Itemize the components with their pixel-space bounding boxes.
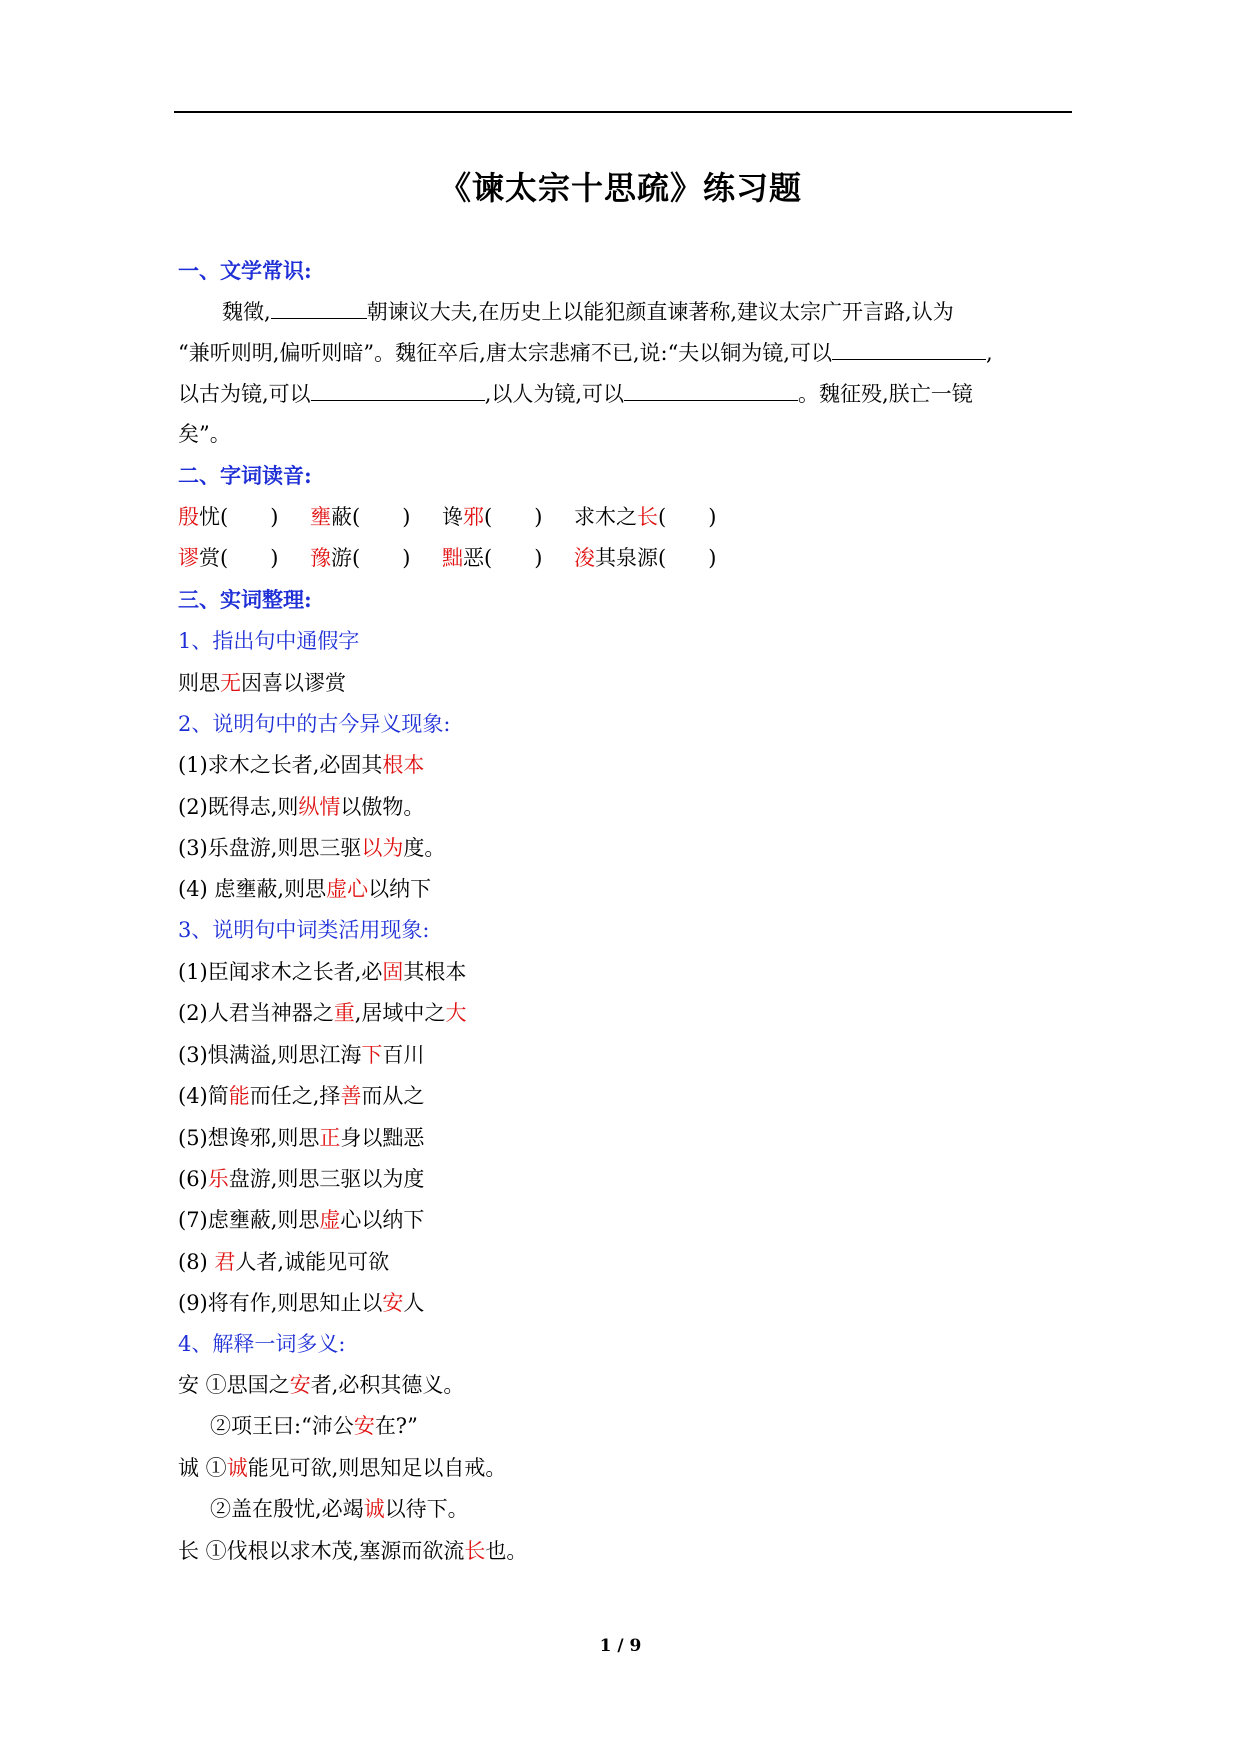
- q3-item-6: [178, 1164, 424, 1194]
- highlight-word: 大: [445, 1001, 467, 1025]
- pronunciation-row-2: [178, 543, 716, 573]
- question-4-title: 4、解释一词多义:: [178, 1332, 346, 1356]
- text: 朝谏议大夫,在历史上以能犯颜直谏著称,建议太宗广开言路,认为: [366, 300, 954, 324]
- pron-item: 谗邪( ): [442, 505, 543, 529]
- q2-item-2: (2)既得志,则纵情以傲物。: [178, 795, 425, 819]
- highlight-word: 君: [214, 1250, 236, 1274]
- q2-item-4: (4) 虑壅蔽,则思虚心以纳下: [178, 877, 432, 901]
- page-title: 《谏太宗十思疏》练习题: [438, 169, 802, 207]
- pron-item: 殷忧( ): [178, 505, 279, 529]
- text: (9)将有作,则思知止以: [178, 1291, 383, 1315]
- highlight-word: 安: [382, 1291, 404, 1315]
- q2-item-1: (1)求木之长者,必固其根本: [178, 753, 425, 777]
- text: 而从之: [361, 1084, 425, 1108]
- text: (3)惧满溢,则思江海: [178, 1043, 362, 1067]
- fill-blank-4[interactable]: [624, 378, 798, 401]
- text: (7)虑壅蔽,则思: [178, 1208, 320, 1232]
- q3-item-4: [178, 1081, 424, 1111]
- section-3-heading: 三、实词整理:: [178, 587, 312, 612]
- text: (5)想谗邪,则思: [178, 1126, 320, 1150]
- q1-item: 则思无因喜以谬赏: [178, 671, 346, 695]
- highlight-word: 善: [340, 1084, 362, 1108]
- page-number: 1 / 9: [599, 1636, 642, 1656]
- q3-item-2: [178, 998, 466, 1028]
- text: 魏徵,: [222, 300, 271, 324]
- section-2-heading: 二、字词读音:: [178, 463, 312, 488]
- text: 百川: [382, 1043, 425, 1067]
- q4-item-4: ②盖在殷忧,必竭诚以待下。: [210, 1497, 469, 1521]
- q3-item-7: [178, 1205, 424, 1235]
- fill-blank-2[interactable]: [832, 337, 986, 360]
- section-1-heading: 一、文学常识:: [178, 258, 312, 283]
- text: (6): [178, 1167, 208, 1191]
- pron-item: 壅蔽( ): [310, 505, 411, 529]
- text: 盘游,则思三驱以为度: [228, 1167, 425, 1191]
- text: (2)人君当神器之: [178, 1001, 334, 1025]
- pron-item: 求木之长( ): [574, 505, 717, 529]
- question-1-title: 1、指出句中通假字: [178, 629, 360, 653]
- highlight-word: 下: [361, 1043, 383, 1067]
- text: (8): [178, 1250, 215, 1274]
- q3-item-5: [178, 1123, 424, 1153]
- paragraph-line-2: [178, 337, 993, 368]
- q4-item-3: 诚 ①诚能见可欲,则思知足以自戒。: [178, 1456, 507, 1480]
- paragraph-line-3: [178, 378, 973, 409]
- text: ,: [985, 341, 993, 365]
- text: 以古为镜,可以: [178, 382, 311, 406]
- q2-item-3: (3)乐盘游,则思三驱以为度。: [178, 836, 446, 860]
- text: ,居域中之: [354, 1001, 446, 1025]
- text: ,以人为镜,可以: [484, 382, 625, 406]
- question-2-title: 2、说明句中的古今异义现象:: [178, 712, 451, 736]
- text: 心以纳下: [340, 1208, 425, 1232]
- pron-item: 浚其泉源( ): [574, 546, 717, 570]
- highlight-word: 能: [228, 1084, 250, 1108]
- highlight-word: 乐: [207, 1167, 229, 1191]
- text: “兼听则明,偏听则暗”。魏征卒后,唐太宗悲痛不已,说:“夫以铜为镜,可以: [178, 341, 832, 365]
- q4-item-2: ②项王曰:“沛公安在?”: [210, 1414, 418, 1438]
- paragraph-line-4: 矣”。: [178, 422, 231, 446]
- q3-item-8: [178, 1247, 389, 1277]
- fill-blank-3[interactable]: [311, 378, 485, 401]
- q4-item-1: 安 ①思国之安者,必积其德义。: [178, 1373, 465, 1397]
- question-3-title: 3、说明句中词类活用现象:: [178, 918, 430, 942]
- text: 身以黜恶: [340, 1126, 425, 1150]
- highlight-word: 正: [319, 1126, 341, 1150]
- q3-item-1: [178, 957, 466, 987]
- text: (1)臣闻求木之长者,必: [178, 960, 383, 984]
- text: 。魏征殁,朕亡一镜: [798, 382, 973, 406]
- pron-item: 黜恶( ): [442, 546, 543, 570]
- pron-item: 谬赏( ): [178, 546, 279, 570]
- highlight-word: 固: [382, 960, 404, 984]
- fill-blank-1[interactable]: [271, 296, 367, 319]
- text: (4)简: [178, 1084, 229, 1108]
- paragraph-line-1: [222, 296, 954, 327]
- highlight-word: 重: [333, 1001, 355, 1025]
- q4-item-5: 长 ①伐根以求木茂,塞源而欲流长也。: [178, 1539, 528, 1563]
- header-rule: [174, 111, 1072, 113]
- q3-item-9: [178, 1288, 424, 1318]
- text: 而任之,择: [249, 1084, 341, 1108]
- pronunciation-row-1: [178, 502, 716, 532]
- text: 人者,诚能见可欲: [235, 1250, 390, 1274]
- q3-item-3: [178, 1040, 424, 1070]
- highlight-word: 虚: [319, 1208, 341, 1232]
- pron-item: 豫游( ): [310, 546, 411, 570]
- text: 其根本: [403, 960, 467, 984]
- text: 人: [403, 1291, 425, 1315]
